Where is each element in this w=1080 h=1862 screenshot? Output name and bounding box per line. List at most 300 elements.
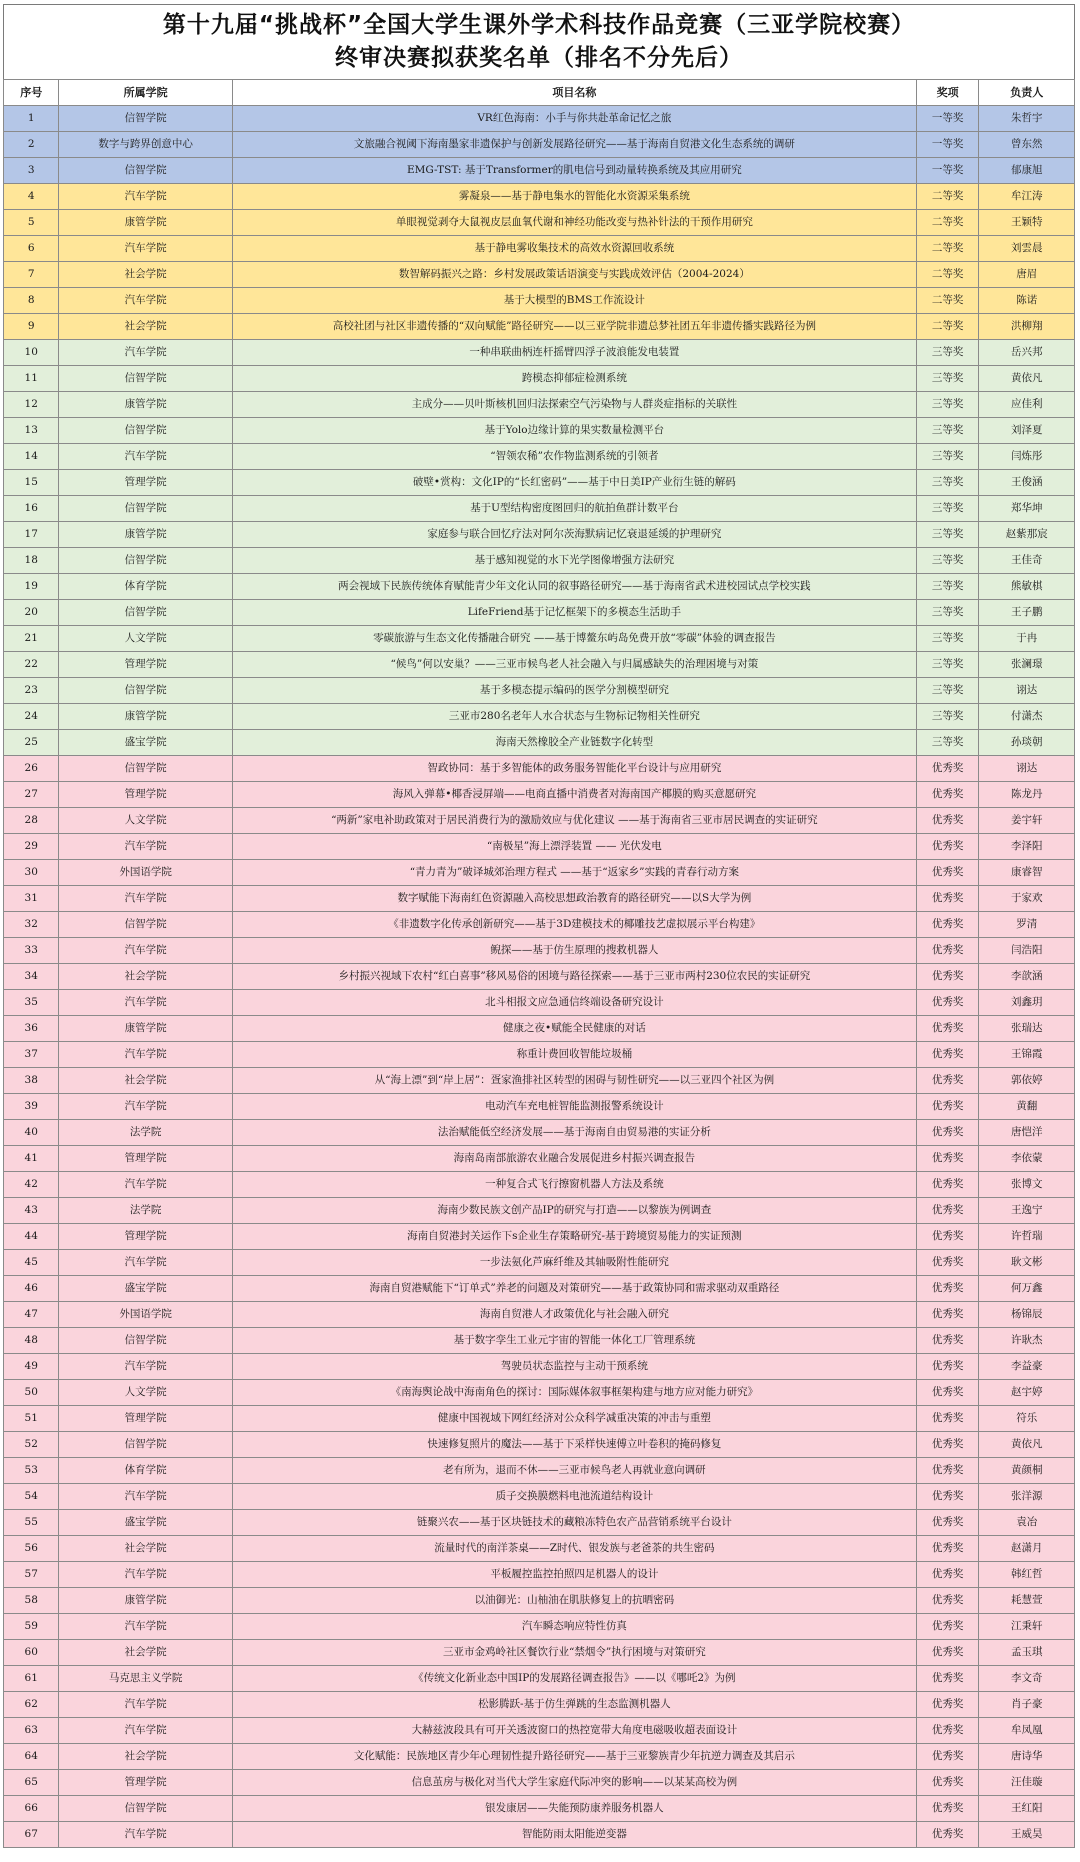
table-row <box>4 678 1075 704</box>
cell-college: 信智学院 <box>59 418 232 444</box>
cell-project: “南极星”海上漂浮装置 —— 光伏发电 <box>232 834 916 860</box>
cell-leader: 刘雲晨 <box>979 236 1075 262</box>
cell-award: 三等奖 <box>916 574 979 600</box>
cell-leader: 何万鑫 <box>979 1276 1075 1302</box>
table-row <box>4 990 1075 1016</box>
cell-leader: 王颖特 <box>979 210 1075 236</box>
cell-no: 35 <box>4 990 59 1016</box>
cell-award: 优秀奖 <box>916 1380 979 1406</box>
cell-project: 流量时代的南洋茶桌——Z时代、银发族与老爸茶的共生密码 <box>232 1536 916 1562</box>
cell-project: 破壁•赏构：文化IP的“长红密码”——基于中日美IP产业衍生链的解码 <box>232 470 916 496</box>
cell-leader: 黄颜桐 <box>979 1458 1075 1484</box>
cell-leader: 刘泽夏 <box>979 418 1075 444</box>
cell-award: 三等奖 <box>916 522 979 548</box>
cell-leader: 李益豪 <box>979 1354 1075 1380</box>
cell-leader: 曾东然 <box>979 132 1075 158</box>
cell-no: 18 <box>4 548 59 574</box>
cell-award: 优秀奖 <box>916 1250 979 1276</box>
cell-project: 海南少数民族文创产品IP的研究与打造——以黎族为例调查 <box>232 1198 916 1224</box>
cell-college: 数字与跨界创意中心 <box>59 132 232 158</box>
cell-project: “智领农稀”农作物监测系统的引领者 <box>232 444 916 470</box>
cell-project: 三亚市280名老年人水合状态与生物标记物相关性研究 <box>232 704 916 730</box>
cell-no: 6 <box>4 236 59 262</box>
cell-project: 高校社团与社区非遗传播的“双向赋能”路径研究——以三亚学院非遗总梦社团五年非遗传播实践路径为例 <box>232 314 916 340</box>
cell-college: 信智学院 <box>59 106 232 132</box>
cell-no: 63 <box>4 1718 59 1744</box>
cell-project: 雾凝泉——基于静电集水的智能化水资源采集系统 <box>232 184 916 210</box>
cell-college: 管理学院 <box>59 1224 232 1250</box>
cell-project: 以油御光：山柚油在肌肤修复上的抗晒密码 <box>232 1588 916 1614</box>
table-row <box>4 1068 1075 1094</box>
cell-leader: 郁康旭 <box>979 158 1075 184</box>
table-row <box>4 340 1075 366</box>
table-row <box>4 1250 1075 1276</box>
table-row <box>4 964 1075 990</box>
header-row <box>4 80 1075 106</box>
cell-no: 29 <box>4 834 59 860</box>
cell-project: 基于静电雾收集技术的高效水资源回收系统 <box>232 236 916 262</box>
cell-leader: 孟玉琪 <box>979 1640 1075 1666</box>
cell-award: 优秀奖 <box>916 1458 979 1484</box>
cell-award: 三等奖 <box>916 392 979 418</box>
cell-leader: 王威昊 <box>979 1822 1075 1848</box>
cell-project: 文化赋能：民族地区青少年心理韧性提升路径研究——基于三亚黎族青少年抗逆力调查及其启示 <box>232 1744 916 1770</box>
cell-college: 汽车学院 <box>59 184 232 210</box>
table-row <box>4 834 1075 860</box>
cell-no: 2 <box>4 132 59 158</box>
cell-award: 优秀奖 <box>916 1666 979 1692</box>
cell-award: 优秀奖 <box>916 1406 979 1432</box>
cell-project: 数字赋能下海南红色资源融入高校思想政治教育的路径研究——以S大学为例 <box>232 886 916 912</box>
table-row <box>4 1198 1075 1224</box>
cell-project: “两新”家电补助政策对于居民消费行为的激励效应与优化建议 ——基于海南省三亚市居民调查的实证研究 <box>232 808 916 834</box>
table-row <box>4 1328 1075 1354</box>
cell-project: 海南天然橡胶全产业链数字化转型 <box>232 730 916 756</box>
table-row <box>4 184 1075 210</box>
table-row <box>4 1276 1075 1302</box>
cell-no: 33 <box>4 938 59 964</box>
cell-project: 两会视域下民族传统体育赋能青少年文化认同的叙事路径研究——基于海南省武术进校园试点学校实践 <box>232 574 916 600</box>
cell-project: 称重计费回收智能垃圾桶 <box>232 1042 916 1068</box>
cell-college: 社会学院 <box>59 262 232 288</box>
cell-project: 信息茧房与极化对当代大学生家庭代际冲突的影响——以某某高校为例 <box>232 1770 916 1796</box>
cell-leader: 符乐 <box>979 1406 1075 1432</box>
cell-award: 优秀奖 <box>916 912 979 938</box>
cell-no: 46 <box>4 1276 59 1302</box>
cell-award: 优秀奖 <box>916 1120 979 1146</box>
table-row <box>4 444 1075 470</box>
cell-leader: 江秉轩 <box>979 1614 1075 1640</box>
cell-project: EMG-TST: 基于Transformer的肌电信号到动量转换系统及其应用研究 <box>232 158 916 184</box>
cell-no: 64 <box>4 1744 59 1770</box>
cell-award: 三等奖 <box>916 600 979 626</box>
cell-college: 体育学院 <box>59 574 232 600</box>
cell-project: 大赫兹波段具有可开关透波窗口的热控宽带大角度电磁吸收超表面设计 <box>232 1718 916 1744</box>
table-row <box>4 158 1075 184</box>
cell-no: 34 <box>4 964 59 990</box>
table-row <box>4 1172 1075 1198</box>
table-row <box>4 1120 1075 1146</box>
cell-award: 优秀奖 <box>916 1536 979 1562</box>
table-row <box>4 1510 1075 1536</box>
title-block <box>3 4 1075 79</box>
table-row <box>4 1770 1075 1796</box>
cell-no: 65 <box>4 1770 59 1796</box>
cell-award: 二等奖 <box>916 236 979 262</box>
cell-leader: 闫浩阳 <box>979 938 1075 964</box>
cell-project: 一种串联曲柄连杆摇臂四浮子波浪能发电装置 <box>232 340 916 366</box>
table-row <box>4 652 1075 678</box>
table-row <box>4 522 1075 548</box>
cell-award: 优秀奖 <box>916 1744 979 1770</box>
cell-project: 三亚市金鸡岭社区餐饮行业“禁烟令”执行困境与对策研究 <box>232 1640 916 1666</box>
cell-no: 9 <box>4 314 59 340</box>
cell-leader: 李依蒙 <box>979 1146 1075 1172</box>
cell-leader: 付潇杰 <box>979 704 1075 730</box>
cell-leader: 张洋源 <box>979 1484 1075 1510</box>
table-row <box>4 1614 1075 1640</box>
table-row <box>4 912 1075 938</box>
cell-project: 零碳旅游与生态文化传播融合研究 ——基于博鳌东屿岛免费开放“零碳”体验的调查报告 <box>232 626 916 652</box>
table-row <box>4 808 1075 834</box>
cell-award: 优秀奖 <box>916 1276 979 1302</box>
cell-award: 二等奖 <box>916 314 979 340</box>
cell-award: 优秀奖 <box>916 1796 979 1822</box>
cell-project: 电动汽车充电桩智能监测报警系统设计 <box>232 1094 916 1120</box>
cell-leader: 张博文 <box>979 1172 1075 1198</box>
table-row <box>4 418 1075 444</box>
cell-college: 社会学院 <box>59 1536 232 1562</box>
cell-award: 三等奖 <box>916 704 979 730</box>
cell-leader: 唐眉 <box>979 262 1075 288</box>
cell-leader: 郑华坤 <box>979 496 1075 522</box>
cell-project: 基于感知视觉的水下光学图像增强方法研究 <box>232 548 916 574</box>
cell-project: 数智解码振兴之路：乡村发展政策话语演变与实践成效评估（2004-2024） <box>232 262 916 288</box>
cell-project: 《传统文化新业态中国IP的发展路径调查报告》——以《哪吒2》为例 <box>232 1666 916 1692</box>
cell-project: LifeFriend基于记忆框架下的多模态生活助手 <box>232 600 916 626</box>
cell-college: 汽车学院 <box>59 1614 232 1640</box>
table-row <box>4 1042 1075 1068</box>
cell-leader: 耿文彬 <box>979 1250 1075 1276</box>
cell-leader: 应佳利 <box>979 392 1075 418</box>
table-body <box>4 106 1075 1848</box>
cell-leader: 赵紫那宸 <box>979 522 1075 548</box>
cell-award: 优秀奖 <box>916 1302 979 1328</box>
table-row <box>4 106 1075 132</box>
table-row <box>4 1146 1075 1172</box>
cell-project: 驾驶员状态监控与主动干预系统 <box>232 1354 916 1380</box>
cell-award: 优秀奖 <box>916 834 979 860</box>
cell-project: 北斗相报文应急通信终端设备研究设计 <box>232 990 916 1016</box>
cell-leader: 孙琰朝 <box>979 730 1075 756</box>
cell-college: 汽车学院 <box>59 288 232 314</box>
cell-college: 法学院 <box>59 1198 232 1224</box>
cell-leader: 康睿智 <box>979 860 1075 886</box>
cell-college: 汽车学院 <box>59 236 232 262</box>
table-row <box>4 574 1075 600</box>
cell-award: 优秀奖 <box>916 886 979 912</box>
cell-college: 盛宝学院 <box>59 1510 232 1536</box>
cell-college: 汽车学院 <box>59 1250 232 1276</box>
table-row <box>4 1640 1075 1666</box>
cell-project: 一步法氨化芦麻纤维及其轴吸附性能研究 <box>232 1250 916 1276</box>
cell-no: 22 <box>4 652 59 678</box>
cell-leader: 黄依凡 <box>979 366 1075 392</box>
cell-college: 汽车学院 <box>59 938 232 964</box>
cell-no: 55 <box>4 1510 59 1536</box>
cell-award: 二等奖 <box>916 262 979 288</box>
cell-award: 一等奖 <box>916 158 979 184</box>
cell-leader: 姜宇轩 <box>979 808 1075 834</box>
cell-project: 智能防雨太阳能逆变器 <box>232 1822 916 1848</box>
cell-college: 康管学院 <box>59 210 232 236</box>
table-row <box>4 1380 1075 1406</box>
table-row <box>4 366 1075 392</box>
table-row <box>4 288 1075 314</box>
cell-no: 39 <box>4 1094 59 1120</box>
cell-college: 信智学院 <box>59 1328 232 1354</box>
cell-college: 汽车学院 <box>59 990 232 1016</box>
cell-college: 汽车学院 <box>59 1822 232 1848</box>
cell-college: 信智学院 <box>59 678 232 704</box>
cell-college: 信智学院 <box>59 756 232 782</box>
cell-leader: 牟凤凰 <box>979 1718 1075 1744</box>
cell-college: 马克思主义学院 <box>59 1666 232 1692</box>
cell-project: 家庭参与联合回忆疗法对阿尔茨海默病记忆衰退延缓的护理研究 <box>232 522 916 548</box>
cell-award: 二等奖 <box>916 184 979 210</box>
cell-award: 优秀奖 <box>916 1614 979 1640</box>
column-header-award: 奖项 <box>916 80 979 106</box>
cell-no: 23 <box>4 678 59 704</box>
document-title: 第十九届“挑战杯”全国大学生课外学术科技作品竞赛（三亚学院校赛） <box>162 12 916 38</box>
cell-award: 三等奖 <box>916 626 979 652</box>
cell-project: 基于U型结构密度图回归的航拍鱼群计数平台 <box>232 496 916 522</box>
cell-no: 45 <box>4 1250 59 1276</box>
cell-project: 健康之夜•赋能全民健康的对话 <box>232 1016 916 1042</box>
cell-college: 汽车学院 <box>59 444 232 470</box>
cell-project: 鲵探——基于仿生原理的搜救机器人 <box>232 938 916 964</box>
cell-no: 36 <box>4 1016 59 1042</box>
cell-no: 67 <box>4 1822 59 1848</box>
cell-award: 一等奖 <box>916 106 979 132</box>
cell-leader: 诩达 <box>979 678 1075 704</box>
cell-project: 文旅融合视阈下海南墨家非遗保护与创新发展路径研究——基于海南自贸港文化生态系统的调研 <box>232 132 916 158</box>
cell-no: 8 <box>4 288 59 314</box>
cell-no: 21 <box>4 626 59 652</box>
cell-award: 三等奖 <box>916 496 979 522</box>
cell-no: 37 <box>4 1042 59 1068</box>
cell-college: 汽车学院 <box>59 1094 232 1120</box>
cell-project: 主成分——贝叶斯核机回归法探索空气污染物与人群炎症指标的关联性 <box>232 392 916 418</box>
cell-leader: 韩红哲 <box>979 1562 1075 1588</box>
cell-no: 20 <box>4 600 59 626</box>
cell-college: 汽车学院 <box>59 1562 232 1588</box>
cell-award: 优秀奖 <box>916 938 979 964</box>
cell-award: 三等奖 <box>916 678 979 704</box>
table-row <box>4 1562 1075 1588</box>
cell-college: 汽车学院 <box>59 1354 232 1380</box>
cell-leader: 李歆涵 <box>979 964 1075 990</box>
cell-no: 41 <box>4 1146 59 1172</box>
table-row <box>4 1666 1075 1692</box>
cell-college: 社会学院 <box>59 1068 232 1094</box>
cell-no: 31 <box>4 886 59 912</box>
cell-project: 基于大模型的BMS工作流设计 <box>232 288 916 314</box>
cell-award: 优秀奖 <box>916 1770 979 1796</box>
cell-project: 海南自贸港封关运作下s企业生存策略研究-基于跨境贸易能力的实证预测 <box>232 1224 916 1250</box>
cell-no: 66 <box>4 1796 59 1822</box>
cell-college: 人文学院 <box>59 626 232 652</box>
cell-leader: 张澜璟 <box>979 652 1075 678</box>
table-row <box>4 314 1075 340</box>
cell-project: 健康中国视域下网红经济对公众科学减重决策的冲击与重塑 <box>232 1406 916 1432</box>
cell-college: 社会学院 <box>59 314 232 340</box>
cell-no: 4 <box>4 184 59 210</box>
cell-award: 三等奖 <box>916 366 979 392</box>
cell-college: 外国语学院 <box>59 1302 232 1328</box>
cell-no: 62 <box>4 1692 59 1718</box>
cell-project: 银发康居——失能预防康养服务机器人 <box>232 1796 916 1822</box>
cell-project: 汽车瞬态响应特性仿真 <box>232 1614 916 1640</box>
cell-leader: 赵潇月 <box>979 1536 1075 1562</box>
cell-no: 47 <box>4 1302 59 1328</box>
cell-project: 基于Yolo边缘计算的果实数量检测平台 <box>232 418 916 444</box>
cell-college: 信智学院 <box>59 1432 232 1458</box>
cell-leader: 王锦霞 <box>979 1042 1075 1068</box>
cell-leader: 黄翻 <box>979 1094 1075 1120</box>
cell-no: 58 <box>4 1588 59 1614</box>
cell-project: 海风入弹幕•椰香浸屏端——电商直播中消费者对海南国产椰膜的购买意愿研究 <box>232 782 916 808</box>
cell-project: 快速修复照片的魔法——基于下采样快速傅立叶卷积的掩码修复 <box>232 1432 916 1458</box>
cell-college: 信智学院 <box>59 158 232 184</box>
cell-college: 社会学院 <box>59 964 232 990</box>
cell-college: 康管学院 <box>59 704 232 730</box>
cell-project: 基于多模态提示编码的医学分割模型研究 <box>232 678 916 704</box>
table-row <box>4 1302 1075 1328</box>
cell-leader: 耗慧萱 <box>979 1588 1075 1614</box>
cell-no: 49 <box>4 1354 59 1380</box>
cell-leader: 闫炼彤 <box>979 444 1075 470</box>
cell-college: 社会学院 <box>59 1744 232 1770</box>
cell-project: 法治赋能低空经济发展——基于海南自由贸易港的实证分析 <box>232 1120 916 1146</box>
cell-award: 优秀奖 <box>916 1224 979 1250</box>
cell-college: 管理学院 <box>59 1770 232 1796</box>
cell-leader: 王子鹏 <box>979 600 1075 626</box>
cell-no: 14 <box>4 444 59 470</box>
table-row <box>4 392 1075 418</box>
cell-leader: 李泽阳 <box>979 834 1075 860</box>
cell-leader: 牟江涛 <box>979 184 1075 210</box>
cell-no: 30 <box>4 860 59 886</box>
cell-no: 32 <box>4 912 59 938</box>
table-row <box>4 704 1075 730</box>
cell-award: 优秀奖 <box>916 1718 979 1744</box>
cell-college: 信智学院 <box>59 1796 232 1822</box>
cell-college: 人文学院 <box>59 808 232 834</box>
table-row <box>4 496 1075 522</box>
cell-no: 17 <box>4 522 59 548</box>
table-row <box>4 730 1075 756</box>
cell-no: 7 <box>4 262 59 288</box>
cell-leader: 罗清 <box>979 912 1075 938</box>
cell-no: 43 <box>4 1198 59 1224</box>
cell-leader: 刘鑫玥 <box>979 990 1075 1016</box>
cell-leader: 洪柳翔 <box>979 314 1075 340</box>
cell-college: 管理学院 <box>59 1406 232 1432</box>
table-row <box>4 600 1075 626</box>
cell-no: 16 <box>4 496 59 522</box>
cell-leader: 熊敏棋 <box>979 574 1075 600</box>
cell-college: 汽车学院 <box>59 886 232 912</box>
cell-award: 优秀奖 <box>916 1822 979 1848</box>
table-row <box>4 1016 1075 1042</box>
cell-project: 老有所为，退而不休——三亚市候鸟老人再就业意向调研 <box>232 1458 916 1484</box>
table-row <box>4 1744 1075 1770</box>
cell-leader: 陈诺 <box>979 288 1075 314</box>
cell-project: 乡村振兴视域下农村“红白喜事”移风易俗的困境与路径探索——基于三亚市两村230位农民的实证研究 <box>232 964 916 990</box>
cell-no: 59 <box>4 1614 59 1640</box>
cell-no: 19 <box>4 574 59 600</box>
cell-leader: 岳兴邦 <box>979 340 1075 366</box>
cell-college: 信智学院 <box>59 912 232 938</box>
cell-no: 25 <box>4 730 59 756</box>
cell-award: 一等奖 <box>916 132 979 158</box>
cell-no: 56 <box>4 1536 59 1562</box>
cell-award: 优秀奖 <box>916 1328 979 1354</box>
cell-no: 5 <box>4 210 59 236</box>
cell-award: 优秀奖 <box>916 1198 979 1224</box>
cell-award: 优秀奖 <box>916 1510 979 1536</box>
cell-award: 三等奖 <box>916 730 979 756</box>
cell-project: 单眼视觉剥夺大鼠视皮层血氧代谢和神经功能改变与热补针法的干预作用研究 <box>232 210 916 236</box>
cell-college: 汽车学院 <box>59 340 232 366</box>
cell-no: 61 <box>4 1666 59 1692</box>
cell-leader: 黄依凡 <box>979 1432 1075 1458</box>
cell-award: 优秀奖 <box>916 808 979 834</box>
cell-award: 优秀奖 <box>916 1692 979 1718</box>
cell-college: 汽车学院 <box>59 1692 232 1718</box>
cell-project: 海南自贸港赋能下“订单式”养老的问题及对策研究——基于政策协同和需求驱动双重路径 <box>232 1276 916 1302</box>
cell-no: 44 <box>4 1224 59 1250</box>
cell-college: 人文学院 <box>59 1380 232 1406</box>
column-header-leader: 负责人 <box>979 80 1075 106</box>
cell-project: 质子交换膜燃料电池流道结构设计 <box>232 1484 916 1510</box>
cell-project: “青力青为”破译城郊治理方程式 ——基于“返家乡”实践的青春行动方案 <box>232 860 916 886</box>
cell-no: 10 <box>4 340 59 366</box>
table-row <box>4 132 1075 158</box>
cell-college: 康管学院 <box>59 522 232 548</box>
cell-leader: 赵宇婷 <box>979 1380 1075 1406</box>
cell-leader: 王逸宁 <box>979 1198 1075 1224</box>
cell-leader: 郭依婷 <box>979 1068 1075 1094</box>
cell-college: 汽车学院 <box>59 1718 232 1744</box>
table-row <box>4 470 1075 496</box>
table-row <box>4 782 1075 808</box>
cell-project: 基于数字孪生工业元宇宙的智能一体化工厂管理系统 <box>232 1328 916 1354</box>
cell-college: 体育学院 <box>59 1458 232 1484</box>
cell-no: 15 <box>4 470 59 496</box>
column-header-no: 序号 <box>4 80 59 106</box>
cell-award: 优秀奖 <box>916 782 979 808</box>
cell-college: 汽车学院 <box>59 834 232 860</box>
cell-leader: 诩达 <box>979 756 1075 782</box>
cell-leader: 李文奇 <box>979 1666 1075 1692</box>
cell-award: 优秀奖 <box>916 1562 979 1588</box>
cell-award: 优秀奖 <box>916 1094 979 1120</box>
cell-award: 优秀奖 <box>916 1068 979 1094</box>
table-row <box>4 1588 1075 1614</box>
cell-college: 信智学院 <box>59 600 232 626</box>
